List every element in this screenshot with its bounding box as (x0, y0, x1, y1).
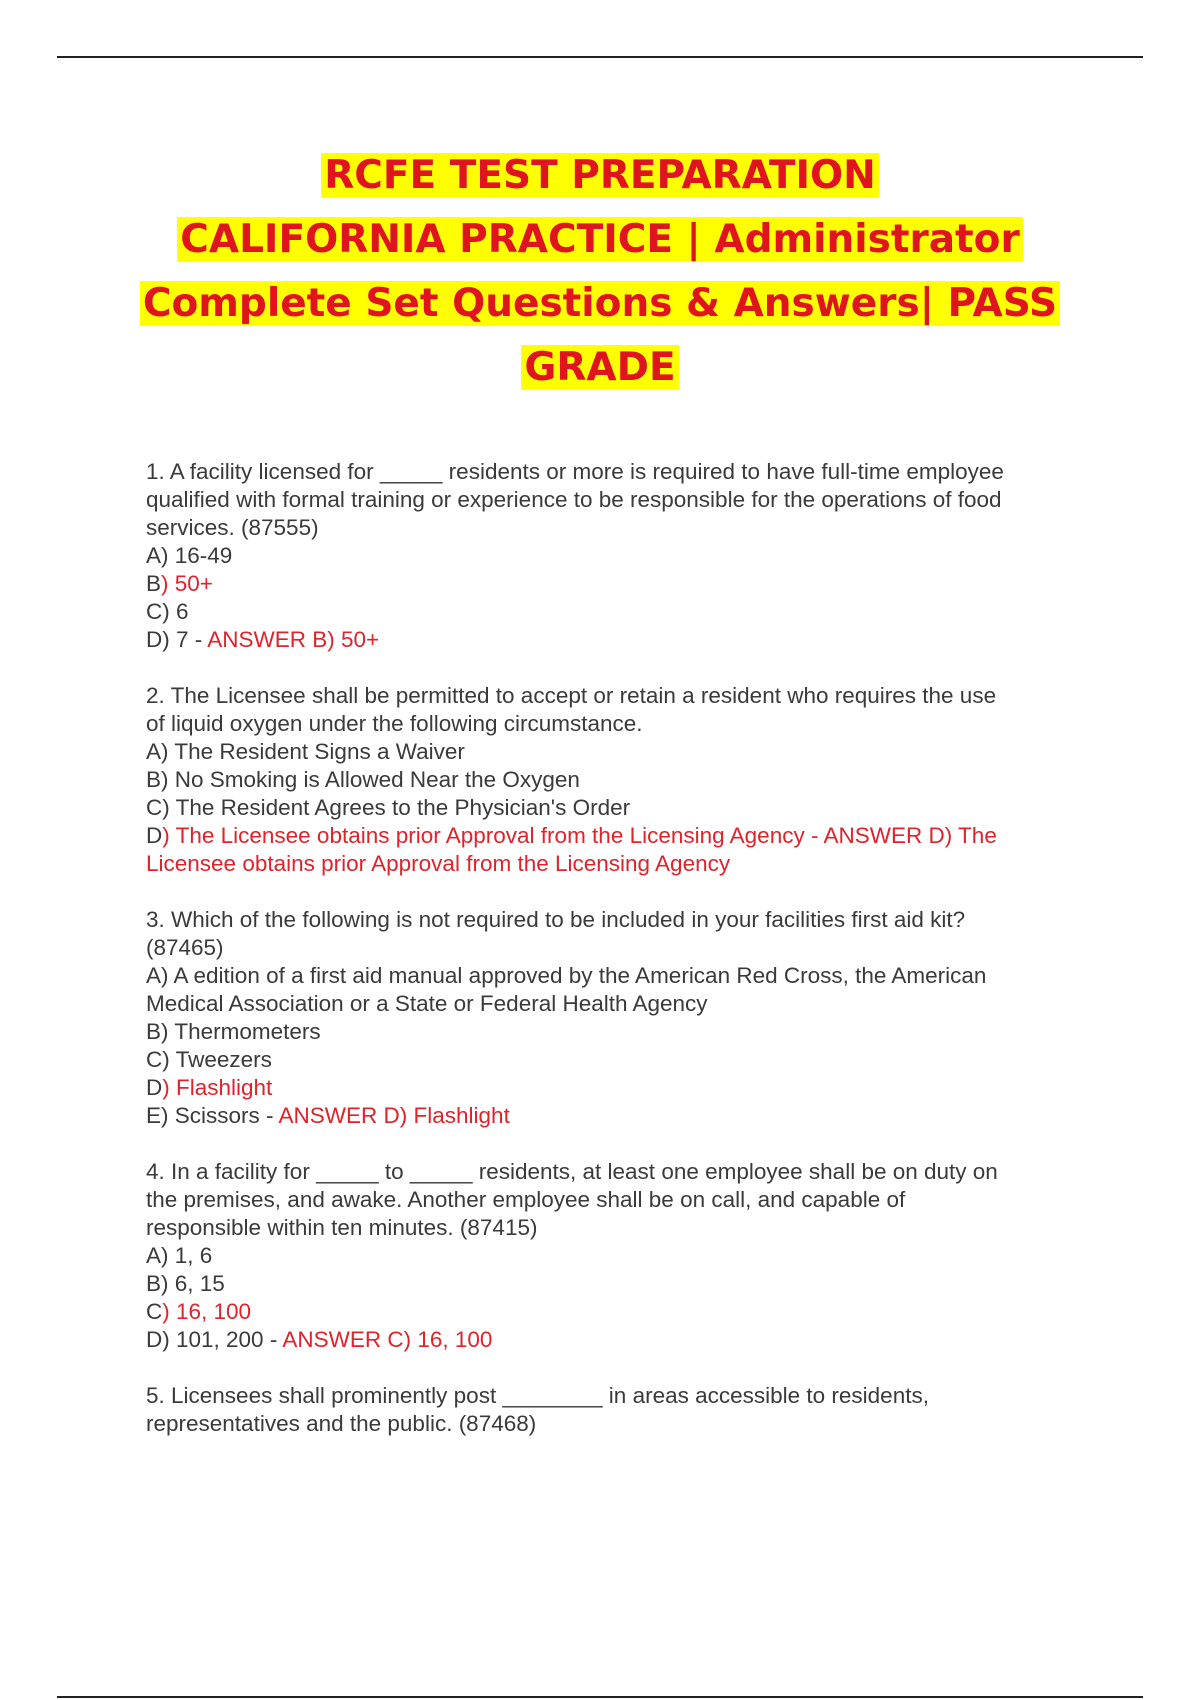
correct-option: ) 16, 100 (162, 1299, 252, 1324)
question-text: representatives and the public. (87468) (146, 1411, 537, 1436)
question-text: 1. A facility licensed for _____ residents or more is required to have full-time employee (146, 459, 1004, 484)
question-text: (87465) (146, 935, 224, 960)
correct-option: ) Flashlight (162, 1075, 273, 1100)
question-5 (146, 1382, 1086, 1438)
option-a: Medical Association or a State or Federal Health Agency (146, 991, 708, 1016)
option-d: D) Flashlight (146, 1075, 273, 1100)
option-b: B) No Smoking is Allowed Near the Oxygen (146, 767, 580, 792)
title-line-1: RCFE TEST PREPARATION (100, 144, 1100, 208)
option-c: C) 16, 100 (146, 1299, 252, 1324)
option-c: C) Tweezers (146, 1047, 272, 1072)
option-a: A) The Resident Signs a Waiver (146, 739, 465, 764)
title-line-4: GRADE (100, 336, 1100, 400)
answer-text: Licensee obtains prior Approval from the Licensing Agency (146, 851, 731, 876)
question-1 (146, 458, 1086, 654)
question-text: of liquid oxygen under the following circumstance. (146, 711, 643, 736)
questions-list (146, 458, 1086, 1466)
option-b: B) 6, 15 (146, 1271, 225, 1296)
question-text: services. (87555) (146, 515, 319, 540)
bottom-rule (57, 1696, 1143, 1698)
question-4 (146, 1158, 1086, 1354)
question-text: 4. In a facility for _____ to _____ residents, at least one employee shall be on duty on (146, 1159, 998, 1184)
question-text: qualified with formal training or experience to be responsible for the operations of food (146, 487, 1002, 512)
option-d: D) 101, 200 - ANSWER C) 16, 100 (146, 1327, 493, 1352)
correct-option: ) 50+ (161, 571, 213, 596)
option-d: D) The Licensee obtains prior Approval from the Licensing Agency - ANSWER D) The (146, 823, 997, 848)
option-c: C) 6 (146, 599, 189, 624)
question-text: 3. Which of the following is not required to be included in your facilities first aid kit? (146, 907, 966, 932)
question-2 (146, 682, 1086, 878)
answer-text: ANSWER C) 16, 100 (282, 1327, 493, 1352)
question-3 (146, 906, 1086, 1130)
question-text: the premises, and awake. Another employee shall be on call, and capable of (146, 1187, 906, 1212)
answer-text: ANSWER B) 50+ (207, 627, 380, 652)
option-a: A) 1, 6 (146, 1243, 213, 1268)
option-b: B) 50+ (146, 571, 213, 596)
option-c: C) The Resident Agrees to the Physician's Order (146, 795, 631, 820)
title-line-2: CALIFORNIA PRACTICE | Administrator (100, 208, 1100, 272)
document-title (100, 144, 1100, 400)
option-a: A) 16-49 (146, 543, 233, 568)
question-text: 2. The Licensee shall be permitted to accept or retain a resident who requires the use (146, 683, 997, 708)
top-rule (57, 56, 1143, 58)
option-d: D) 7 - ANSWER B) 50+ (146, 627, 380, 652)
option-e: E) Scissors - ANSWER D) Flashlight (146, 1103, 510, 1128)
option-b: B) Thermometers (146, 1019, 321, 1044)
question-text: 5. Licensees shall prominently post ________ in areas accessible to residents, (146, 1383, 929, 1408)
question-text: responsible within ten minutes. (87415) (146, 1215, 538, 1240)
answer-text: ) The Licensee obtains prior Approval from the Licensing Agency - ANSWER D) The (162, 823, 997, 848)
answer-text: ANSWER D) Flashlight (278, 1103, 510, 1128)
title-line-3: Complete Set Questions & Answers| PASS (100, 272, 1100, 336)
option-a: A) A edition of a first aid manual approved by the American Red Cross, the American (146, 963, 987, 988)
